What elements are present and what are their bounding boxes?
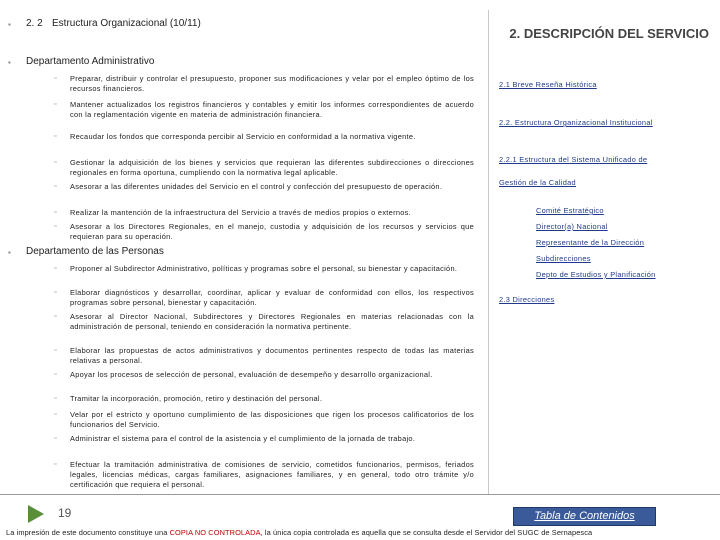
group-title: Departamento Administrativo — [26, 56, 155, 67]
bullet-icon: ▪ — [8, 248, 11, 257]
list-item — [54, 410, 474, 430]
item-marker-icon: ▫ — [54, 347, 57, 354]
item-marker-icon: ▫ — [54, 265, 57, 272]
item-text: Tramitar la incorporación, promoción, retiro y destinación del personal. — [70, 394, 323, 403]
list-item — [54, 346, 474, 366]
item-text: Elaborar las propuestas de actos administrativos y documentos pertinentes respecto de todas las materias relativas a personal. — [70, 346, 474, 365]
link-depto-estudios[interactable]: Depto de Estudios y Planificación — [536, 270, 656, 279]
sidebar-title: 2. DESCRIPCIÓN DEL SERVICIO — [509, 26, 709, 41]
item-text: Gestionar la adquisición de los bienes y servicios que requieran las diferentes subdirecciones o direcciones regionales en forma oportuna, cumpliendo con la normativa legal aplicable. — [70, 158, 474, 177]
disclaimer — [6, 528, 716, 537]
disclaimer-text: La impresión de este documento constituye una — [6, 528, 170, 537]
item-marker-icon: ▫ — [54, 313, 57, 320]
list-item — [54, 288, 474, 308]
list-item — [54, 182, 474, 192]
list-item — [54, 394, 474, 404]
item-marker-icon: ▫ — [54, 371, 57, 378]
list-item — [54, 434, 474, 444]
section-heading — [8, 18, 201, 29]
link-resena-historica[interactable]: 2.1 Breve Reseña Histórica — [499, 80, 597, 89]
item-marker-icon: ▫ — [54, 209, 57, 216]
link-subdirecciones[interactable]: Subdirecciones — [536, 254, 591, 263]
list-item — [54, 460, 474, 490]
bullet-icon: ▪ — [8, 58, 11, 67]
item-text: Realizar la mantención de la infraestructura del Servicio a través de medios propios o externos. — [70, 208, 412, 217]
item-text: Asesorar a los Directores Regionales, en el manejo, custodia y adquisición de los recursos y servicios que requieran para su operación. — [70, 222, 474, 241]
item-text: Velar por el estricto y oportuno cumplimiento de las disposiciones que rigen los procesos calificatorios de los funcionarios del Servicio. — [70, 410, 474, 429]
item-text: Administrar el sistema para el control de la asistencia y el cumplimiento de la jornada de trabajo. — [70, 434, 416, 443]
item-text: Asesorar a las diferentes unidades del Servicio en el control y confección del presupuesto de operación. — [70, 182, 443, 191]
toc-button[interactable]: Tabla de Contenidos — [513, 507, 656, 526]
link-estructura-organizacional[interactable]: 2.2. Estructura Organizacional Institucional — [499, 118, 653, 127]
item-text: Apoyar los procesos de selección de personal, evaluación de desempeño y desarrollo organizacional. — [70, 370, 433, 379]
item-marker-icon: ▫ — [54, 435, 57, 442]
item-marker-icon: ▫ — [54, 183, 57, 190]
list-item — [54, 74, 474, 94]
list-item — [54, 132, 474, 142]
link-direcciones[interactable]: 2.3 Direcciones — [499, 295, 555, 304]
list-item — [54, 222, 474, 242]
group-heading-administrativo — [8, 56, 154, 67]
section-title: Estructura Organizacional (10/11) — [52, 18, 201, 29]
list-item — [54, 208, 474, 218]
item-marker-icon: ▫ — [54, 411, 57, 418]
item-marker-icon: ▫ — [54, 101, 57, 108]
section-number: 2. 2 — [26, 18, 43, 29]
link-director-nacional[interactable]: Director(a) Nacional — [536, 222, 608, 231]
group-title: Departamento de las Personas — [26, 246, 164, 257]
list-item — [54, 100, 474, 120]
link-gestion-calidad[interactable]: Gestión de la Calidad — [499, 178, 576, 187]
page-number: 19 — [58, 506, 72, 520]
item-text: Efectuar la tramitación administrativa de comisiones de servicio, cometidos funcionarios, permisos, feriados legales, licencias médicas, cargas familiares, asignaciones familiares, y en general, todo otro trámite y/o certificación que requiera el personal. — [70, 460, 474, 489]
disclaimer-text-end: , la única copia controlada es aquella que se consulta desde el Servidor del SUGC de Sernapesca — [260, 528, 593, 537]
item-text: Preparar, distribuir y controlar el presupuesto, proponer sus modificaciones y velar por el empleo óptimo de los recursos financieros. — [70, 74, 474, 93]
link-comite-estrategico[interactable]: Comité Estratégico — [536, 206, 604, 215]
footer-divider — [0, 494, 720, 495]
item-marker-icon: ▫ — [54, 223, 57, 230]
disclaimer-highlight: COPIA NO CONTROLADA — [169, 528, 261, 537]
list-item — [54, 264, 474, 274]
arrow-right-icon — [28, 505, 44, 523]
item-marker-icon: ▫ — [54, 289, 57, 296]
item-text: Asesorar al Director Nacional, Subdirectores y Directores Regionales en materias relacionadas con la administración de personal, teniendo en consideración la normativa pertinente. — [70, 312, 474, 331]
item-text: Recaudar los fondos que corresponda percibir al Servicio en conformidad a la normativa vigente. — [70, 132, 416, 141]
link-representante-direccion[interactable]: Representante de la Dirección — [536, 238, 645, 247]
item-marker-icon: ▫ — [54, 133, 57, 140]
item-text: Proponer al Subdirector Administrativo, políticas y programas sobre el personal, su bienestar y capacitación. — [70, 264, 458, 273]
list-item — [54, 370, 474, 380]
item-text: Mantener actualizados los registros financieros y contables y emitir los informes correspondientes de acuerdo con la reglamentación vigente en materia de administración financiera. — [70, 100, 474, 119]
item-marker-icon: ▫ — [54, 395, 57, 402]
list-item — [54, 312, 474, 332]
item-text: Elaborar diagnósticos y desarrollar, coordinar, aplicar y evaluar de conformidad con ellos, los respectivos programas sobre personal, bienestar y capacitación. — [70, 288, 474, 307]
item-marker-icon: ▫ — [54, 461, 57, 468]
column-divider — [488, 10, 489, 494]
list-item — [54, 158, 474, 178]
bullet-icon: ▪ — [8, 20, 11, 29]
link-sistema-unificado[interactable]: 2.2.1 Estructura del Sistema Unificado de — [499, 155, 648, 164]
item-marker-icon: ▫ — [54, 159, 57, 166]
group-heading-personas — [8, 246, 164, 257]
item-marker-icon: ▫ — [54, 75, 57, 82]
